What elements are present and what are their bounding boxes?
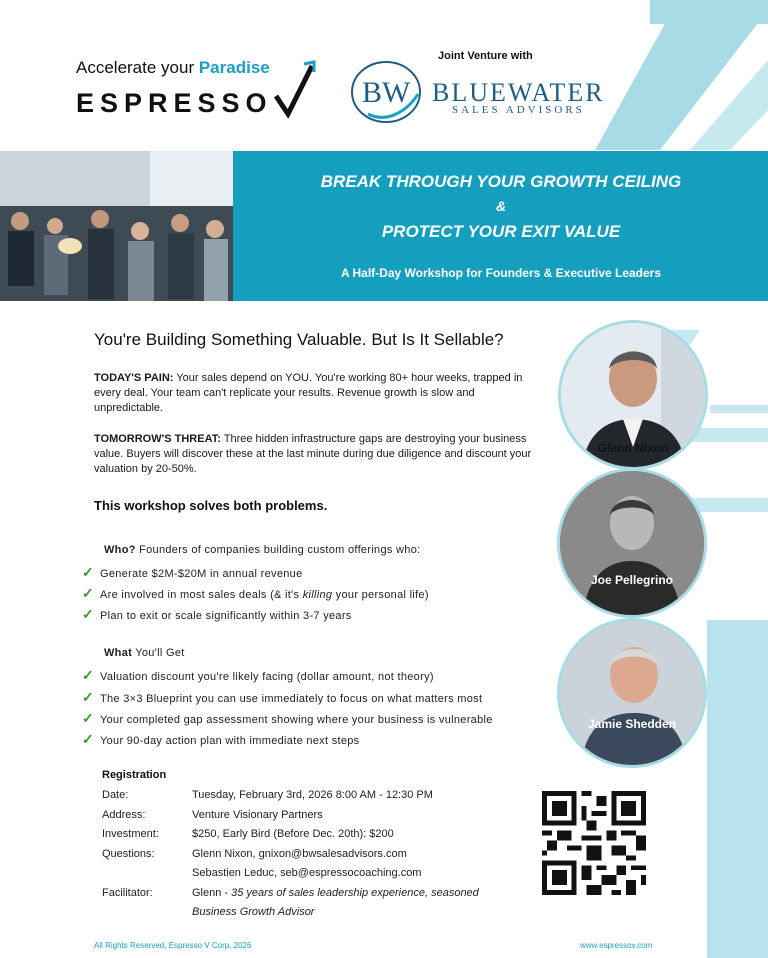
benefit-list-item: ✓ Valuation discount you're likely facing (dollar amount, not theory): [82, 667, 434, 683]
section-headline: You're Building Something Valuable. But Is It Sellable?: [94, 330, 504, 349]
checkmark-icon: ✓: [82, 731, 95, 747]
decorative-stripe: [707, 620, 768, 958]
questions-label: Questions:: [102, 848, 155, 860]
speaker-name: Jamie Shedden: [587, 717, 677, 731]
speaker-photo-jamie: [557, 618, 707, 768]
investment-value: $250, Early Bird (Before Dec. 20th): $200: [192, 828, 394, 840]
get-label: What: [104, 647, 133, 659]
emphasis-text: killing: [302, 589, 333, 601]
brand-name: ESPRESSO: [76, 88, 273, 118]
website-link[interactable]: www.espressov.com: [580, 941, 653, 950]
qr-code-icon[interactable]: [542, 791, 646, 895]
date-value: Tuesday, February 3rd, 2026 8:00 AM - 12:30 PM: [192, 789, 433, 801]
speaker-name: Joe Pellegrino: [590, 573, 674, 587]
solves-statement: This workshop solves both problems.: [94, 498, 328, 513]
event-photo: [0, 151, 233, 301]
brand-tagline: Accelerate your Paradise: [76, 58, 270, 77]
questions-contact-2[interactable]: Sebastien Leduc, seb@espressocoaching.com: [192, 867, 422, 879]
speaker-photo-joe: [557, 468, 707, 618]
who-list-item: ✓ Generate $2M-$20M in annual revenue: [82, 564, 303, 580]
checkmark-icon: ✓: [82, 564, 95, 580]
date-label: Date:: [102, 789, 129, 801]
checkmark-icon: ✓: [82, 585, 95, 601]
checkmark-icon: ✓: [82, 689, 95, 705]
benefit-list-item: ✓ The 3×3 Blueprint you can use immediately to focus on what matters most: [82, 689, 483, 705]
get-text: You'll Get: [132, 647, 185, 659]
investment-label: Investment:: [102, 828, 159, 840]
what-you-get-heading: [104, 647, 185, 659]
partner-initials: BW: [362, 76, 411, 109]
banner-title-line2: PROTECT YOUR EXIT VALUE: [381, 222, 621, 241]
threat-paragraph: [94, 432, 544, 477]
who-list-item: ✓ Are involved in most sales deals (& it's killing your personal life): [82, 585, 429, 601]
checkmark-icon: ✓: [82, 606, 95, 622]
checkmark-icon: ✓: [82, 710, 95, 726]
who-text: Founders of companies building custom offerings who:: [135, 544, 421, 556]
who-label: Who?: [104, 544, 136, 556]
partner-name: BLUEWATER: [432, 78, 605, 107]
pain-label: TODAY'S PAIN:: [94, 372, 174, 384]
questions-contact-1[interactable]: Glenn Nixon, gnixon@bwsalesadvisors.com: [192, 848, 407, 860]
partner-logo-icon: [348, 58, 428, 128]
address-value: Venture Visionary Partners: [192, 809, 323, 821]
joint-venture-label: Joint Venture with: [438, 50, 533, 62]
checkmark-icon: ✓: [82, 667, 95, 683]
facilitator-value-cont: Business Growth Advisor: [192, 906, 315, 918]
facilitator-label: Facilitator:: [102, 887, 153, 899]
pain-paragraph: [94, 371, 544, 416]
who-heading: [104, 544, 420, 556]
facilitator-value: Glenn - 35 years of sales leadership experience, seasoned: [192, 887, 479, 899]
partner-subtitle: SALES ADVISORS: [452, 104, 585, 116]
banner-subtitle: A Half-Day Workshop for Founders & Executive Leaders: [340, 266, 662, 280]
threat-text: Three hidden infrastructure gaps are destroying your business value. Buyers will discover these at the last minute during due diligence and discount your valuation by 20-50%.: [94, 433, 532, 475]
banner-title-amp: &: [495, 198, 507, 214]
who-list-item: ✓ Plan to exit or scale significantly within 3-7 years: [82, 606, 352, 622]
speaker-name: Glenn Nixon: [597, 441, 669, 455]
copyright-footer: All Rights Reserved, Espresso V Corp, 2026: [94, 941, 252, 950]
decorative-stripe: [690, 428, 768, 442]
benefit-list-item: ✓ Your 90-day action plan with immediate next steps: [82, 731, 360, 747]
brand-tagline-accent: Paradise: [198, 58, 270, 77]
benefit-list-item: ✓ Your completed gap assessment showing where your business is vulnerable: [82, 710, 493, 726]
registration-heading: Registration: [102, 769, 167, 781]
threat-label: TOMORROW'S THREAT:: [94, 433, 221, 445]
decorative-stripe: [710, 405, 768, 413]
decorative-stripe: [690, 498, 768, 512]
address-label: Address:: [102, 809, 146, 821]
banner-title-line1: BREAK THROUGH YOUR GROWTH CEILING: [320, 172, 682, 191]
growth-arrow-icon: [272, 58, 322, 118]
pain-text: Your sales depend on YOU. You're working 80+ hour weeks, trapped in every deal. Your team can't replicate your results. Revenue growth is slow and unpredictable.: [94, 372, 523, 414]
